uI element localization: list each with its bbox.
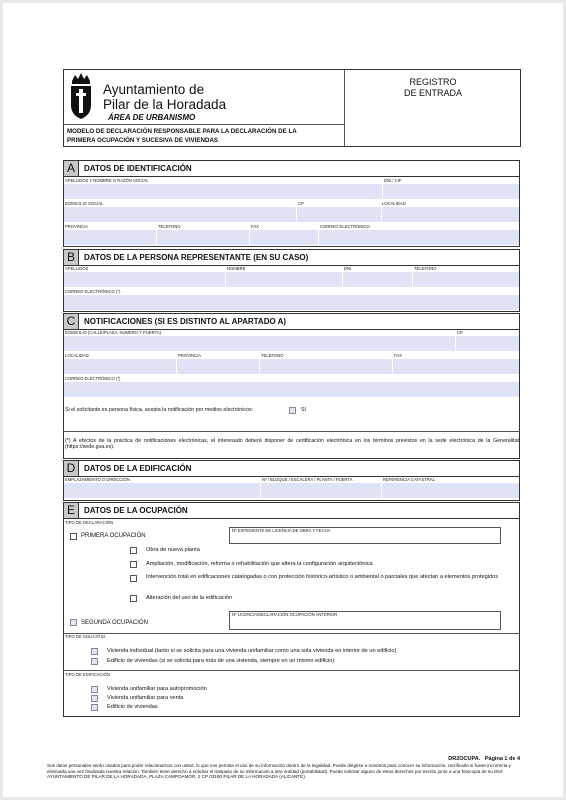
- venta-label: Vivienda unifamiliar para venta: [107, 695, 184, 701]
- alteracion-checkbox[interactable]: [130, 595, 137, 602]
- consent-option-si: SI: [301, 407, 307, 413]
- ampliacion-checkbox[interactable]: [130, 561, 137, 568]
- alteracion-label: Alteración del uso de la edificación: [146, 595, 233, 601]
- section-e-title: DATOS DE LA OCUPACIÓN: [84, 506, 188, 515]
- nombre-field-b[interactable]: [226, 272, 342, 287]
- edificio-viviendas-checkbox[interactable]: [91, 704, 98, 711]
- area-title: ÁREA DE URBANISMO: [108, 113, 196, 122]
- consent-checkbox[interactable]: [289, 407, 296, 414]
- label-cp-a: CP: [298, 201, 304, 206]
- label-bloque-d: Nº / BLOQUE / ESCALERA / PLANTA / PUERTA: [262, 477, 353, 482]
- section-a-header: [63, 160, 520, 177]
- label-apellidos-a: APELLIDOS Y NOMBRE O RAZÓN SOCIAL: [65, 178, 149, 183]
- label-tipo-edificacion: TIPO DE EDIFICACIÓN: [65, 672, 110, 677]
- notification-note: (*) A efectos de la práctica de notificaciones electrónicas, el interesado deberá disponer de certificación electrónica en los términos previstos en la sede electrónica de la Generalitat (https://sede.gva.es).: [65, 438, 519, 451]
- label-correo-a: CORREO ELECTRÓNICO: [320, 224, 370, 229]
- vivienda-individual-checkbox[interactable]: [91, 648, 98, 655]
- label-localidad-c: LOCALIDAD: [65, 353, 89, 358]
- label-provincia-a: PROVINCIA: [65, 224, 89, 229]
- footer-page-info: [383, 756, 520, 762]
- localidad-field-c[interactable]: [64, 359, 176, 374]
- domicilio-field-a[interactable]: [64, 207, 296, 222]
- section-d-title: DATOS DE LA EDIFICACIÓN: [84, 464, 192, 473]
- correo-field-a[interactable]: [319, 230, 519, 245]
- label-localidad-a: LOCALIDAD: [382, 201, 406, 206]
- provincia-field-a[interactable]: [64, 230, 156, 245]
- label-fax-c: FAX: [394, 353, 402, 358]
- section-c-letter: C: [64, 314, 79, 329]
- primera-ocupacion-checkbox[interactable]: [70, 533, 77, 540]
- coat-of-arms-logo: [68, 71, 94, 121]
- label-cp-c: CP: [457, 330, 463, 335]
- correo-field-b[interactable]: [64, 295, 519, 310]
- label-provincia-c: PROVINCIA: [178, 353, 202, 358]
- edificio-viviendas-solicitud-label: Edificio de viviendas (si se solicita para más de una vivienda, siempre en un mismo edificio): [107, 658, 335, 664]
- localidad-field-a[interactable]: [382, 207, 519, 222]
- label-tipo-solicitud: TIPO DE SOLICITUD: [65, 634, 106, 639]
- apellidos-field-b[interactable]: [64, 272, 225, 287]
- label-catastral-d: REFERENCIA CATASTRAL: [383, 477, 435, 482]
- section-d-header: [63, 460, 520, 477]
- label-emplazamiento-d: EMPLAZAMIENTO O DIRECCIÓN: [65, 477, 130, 482]
- provincia-field-c[interactable]: [177, 359, 259, 374]
- venta-checkbox[interactable]: [91, 695, 98, 702]
- edificio-viviendas-solicitud-checkbox[interactable]: [91, 658, 98, 665]
- catastral-field-d[interactable]: [382, 483, 519, 498]
- registro-line1: REGISTRO: [409, 77, 457, 87]
- section-b-header: [63, 249, 520, 266]
- label-dni-b: DNI: [344, 266, 352, 271]
- registro-line2: DE ENTRADA: [403, 88, 462, 98]
- correo-field-c[interactable]: [64, 382, 519, 397]
- label-domicilio-a: DOMICILIO SOCIAL: [65, 201, 104, 206]
- label-apellidos-b: APELLIDOS: [65, 266, 89, 271]
- section-c-title: NOTIFICACIONES (SI ES DISTINTO AL APARTADO A): [84, 317, 287, 326]
- model-title-line1: MODELO DE DECLARACIÓN RESPONSABLE PARA LA DECLARACIÓN DE LA: [67, 128, 297, 135]
- model-title-line2: PRIMERA OCUPACIÓN Y SUCESIVA DE VIVIENDAS: [67, 137, 219, 144]
- autopromocion-checkbox[interactable]: [91, 686, 98, 693]
- intervencion-checkbox[interactable]: [130, 575, 137, 582]
- label-dni-a: DNI / CIF: [384, 178, 402, 183]
- label-fax-a: FAX: [251, 224, 259, 229]
- label-correo-c: CORREO ELECTRÓNICO (*): [65, 376, 121, 381]
- cp-field-a[interactable]: [297, 207, 381, 222]
- section-a-letter: A: [64, 161, 79, 176]
- apellidos-field-a[interactable]: [64, 184, 382, 199]
- ampliacion-label: Ampliación, modificación, reforma o rehabilitación que altera la configuración arquitectónica: [146, 561, 373, 567]
- obra-nueva-checkbox[interactable]: [130, 547, 137, 554]
- section-e-letter: E: [64, 503, 79, 518]
- telefono-field-b[interactable]: [413, 272, 519, 287]
- telefono-field-c[interactable]: [260, 359, 392, 374]
- edificio-viviendas-label: Edificio de viviendas: [107, 704, 158, 710]
- fax-field-c[interactable]: [393, 359, 519, 374]
- telefono-field-a[interactable]: [157, 230, 249, 245]
- segunda-ocupacion-label: SEGUNDA OCUPACIÓN: [81, 620, 148, 626]
- org-name-line1: Ayuntamiento de: [103, 82, 205, 97]
- vivienda-individual-label: Vivienda individual (tanto si se solicita para una vivienda unifamiliar como una sola vivienda en interior de un edificio): [107, 648, 397, 654]
- footer-page: Página 1 de 4: [484, 756, 520, 762]
- section-e-header: [63, 502, 520, 519]
- domicilio-field-c[interactable]: [64, 336, 455, 351]
- label-correo-b: CORREO ELECTRÓNICO (*): [65, 289, 121, 294]
- dni-field-b[interactable]: [343, 272, 412, 287]
- label-telefono-c: TELEFONO: [261, 353, 284, 358]
- org-name-line2: Pilar de la Horadada: [103, 97, 227, 112]
- form-page: [3, 3, 563, 797]
- autopromocion-label: Vivienda unifamiliar para autopromoción: [107, 686, 207, 692]
- section-c-header: [63, 313, 520, 330]
- dni-field-a[interactable]: [383, 184, 519, 199]
- primera-ocupacion-label: PRIMERA OCUPACIÓN: [81, 533, 146, 539]
- section-b-title: DATOS DE LA PERSONA REPRESENTANTE (EN SU CASO): [84, 253, 309, 262]
- section-b-letter: B: [64, 250, 79, 265]
- label-tipo-declaracion: TIPO DE DECLARACIÓN: [65, 520, 114, 525]
- label-expediente: Nº EXPEDIENTE DE LICENCIA DE OBRA Y FECHA: [232, 528, 331, 533]
- label-telefono-b: TELEFONO: [414, 266, 437, 271]
- segunda-ocupacion-checkbox[interactable]: [70, 619, 77, 626]
- section-a-title: DATOS DE IDENTIFICACIÓN: [84, 164, 192, 173]
- cp-field-c[interactable]: [456, 336, 519, 351]
- label-nombre-b: NOMBRE: [227, 266, 246, 271]
- footer-code: DR2OCUPA.: [448, 756, 481, 762]
- label-licencia-anterior: Nº LICENCIA/DECLARACIÓN OCUPACIÓN ANTERIOR: [232, 612, 338, 617]
- obra-nueva-label: Obra de nueva planta: [146, 547, 200, 553]
- footer-legal: Sus datos personales serán usados para poder relacionarnos con usted, lo que nos permite el uso de su información dentro de la legalidad. Puede dirigirse a nosotros para conocer su información, rectificarla si fuese incorrecta y eliminarla una vez finalizada nuestra relación. También tiene derecho a solicitar el traspaso de su información a otra entidad (portabilidad). Puede solicitar alguno de estos derechos por escrito junto a una fotocopia de su DNI: AYUNTAMIENTO DE PILAR DE LA HORADADA, PLAZA CAMPOAMOR, 2 CP 03190 PILAR DE LA HORADADA (ALICANTE).: [47, 763, 511, 780]
- consent-text: Si el solicitante es persona física, acepta la notificación por medios electrónicos:: [65, 407, 254, 413]
- intervencion-label: Intervención total en edificaciones catalogadas o con protección histórico-artístico o ambiental o parciales que afectan a elementos protegidos: [146, 574, 498, 580]
- bloque-field-d[interactable]: [261, 483, 381, 498]
- label-telefono-a: TELEFONO: [158, 224, 181, 229]
- section-d-letter: D: [64, 461, 79, 476]
- fax-field-a[interactable]: [250, 230, 318, 245]
- label-domicilio-c: DOMICILIO (CALLE/PLAZA, NÚMERO Y PUERTA): [65, 330, 162, 335]
- emplazamiento-field-d[interactable]: [64, 483, 260, 498]
